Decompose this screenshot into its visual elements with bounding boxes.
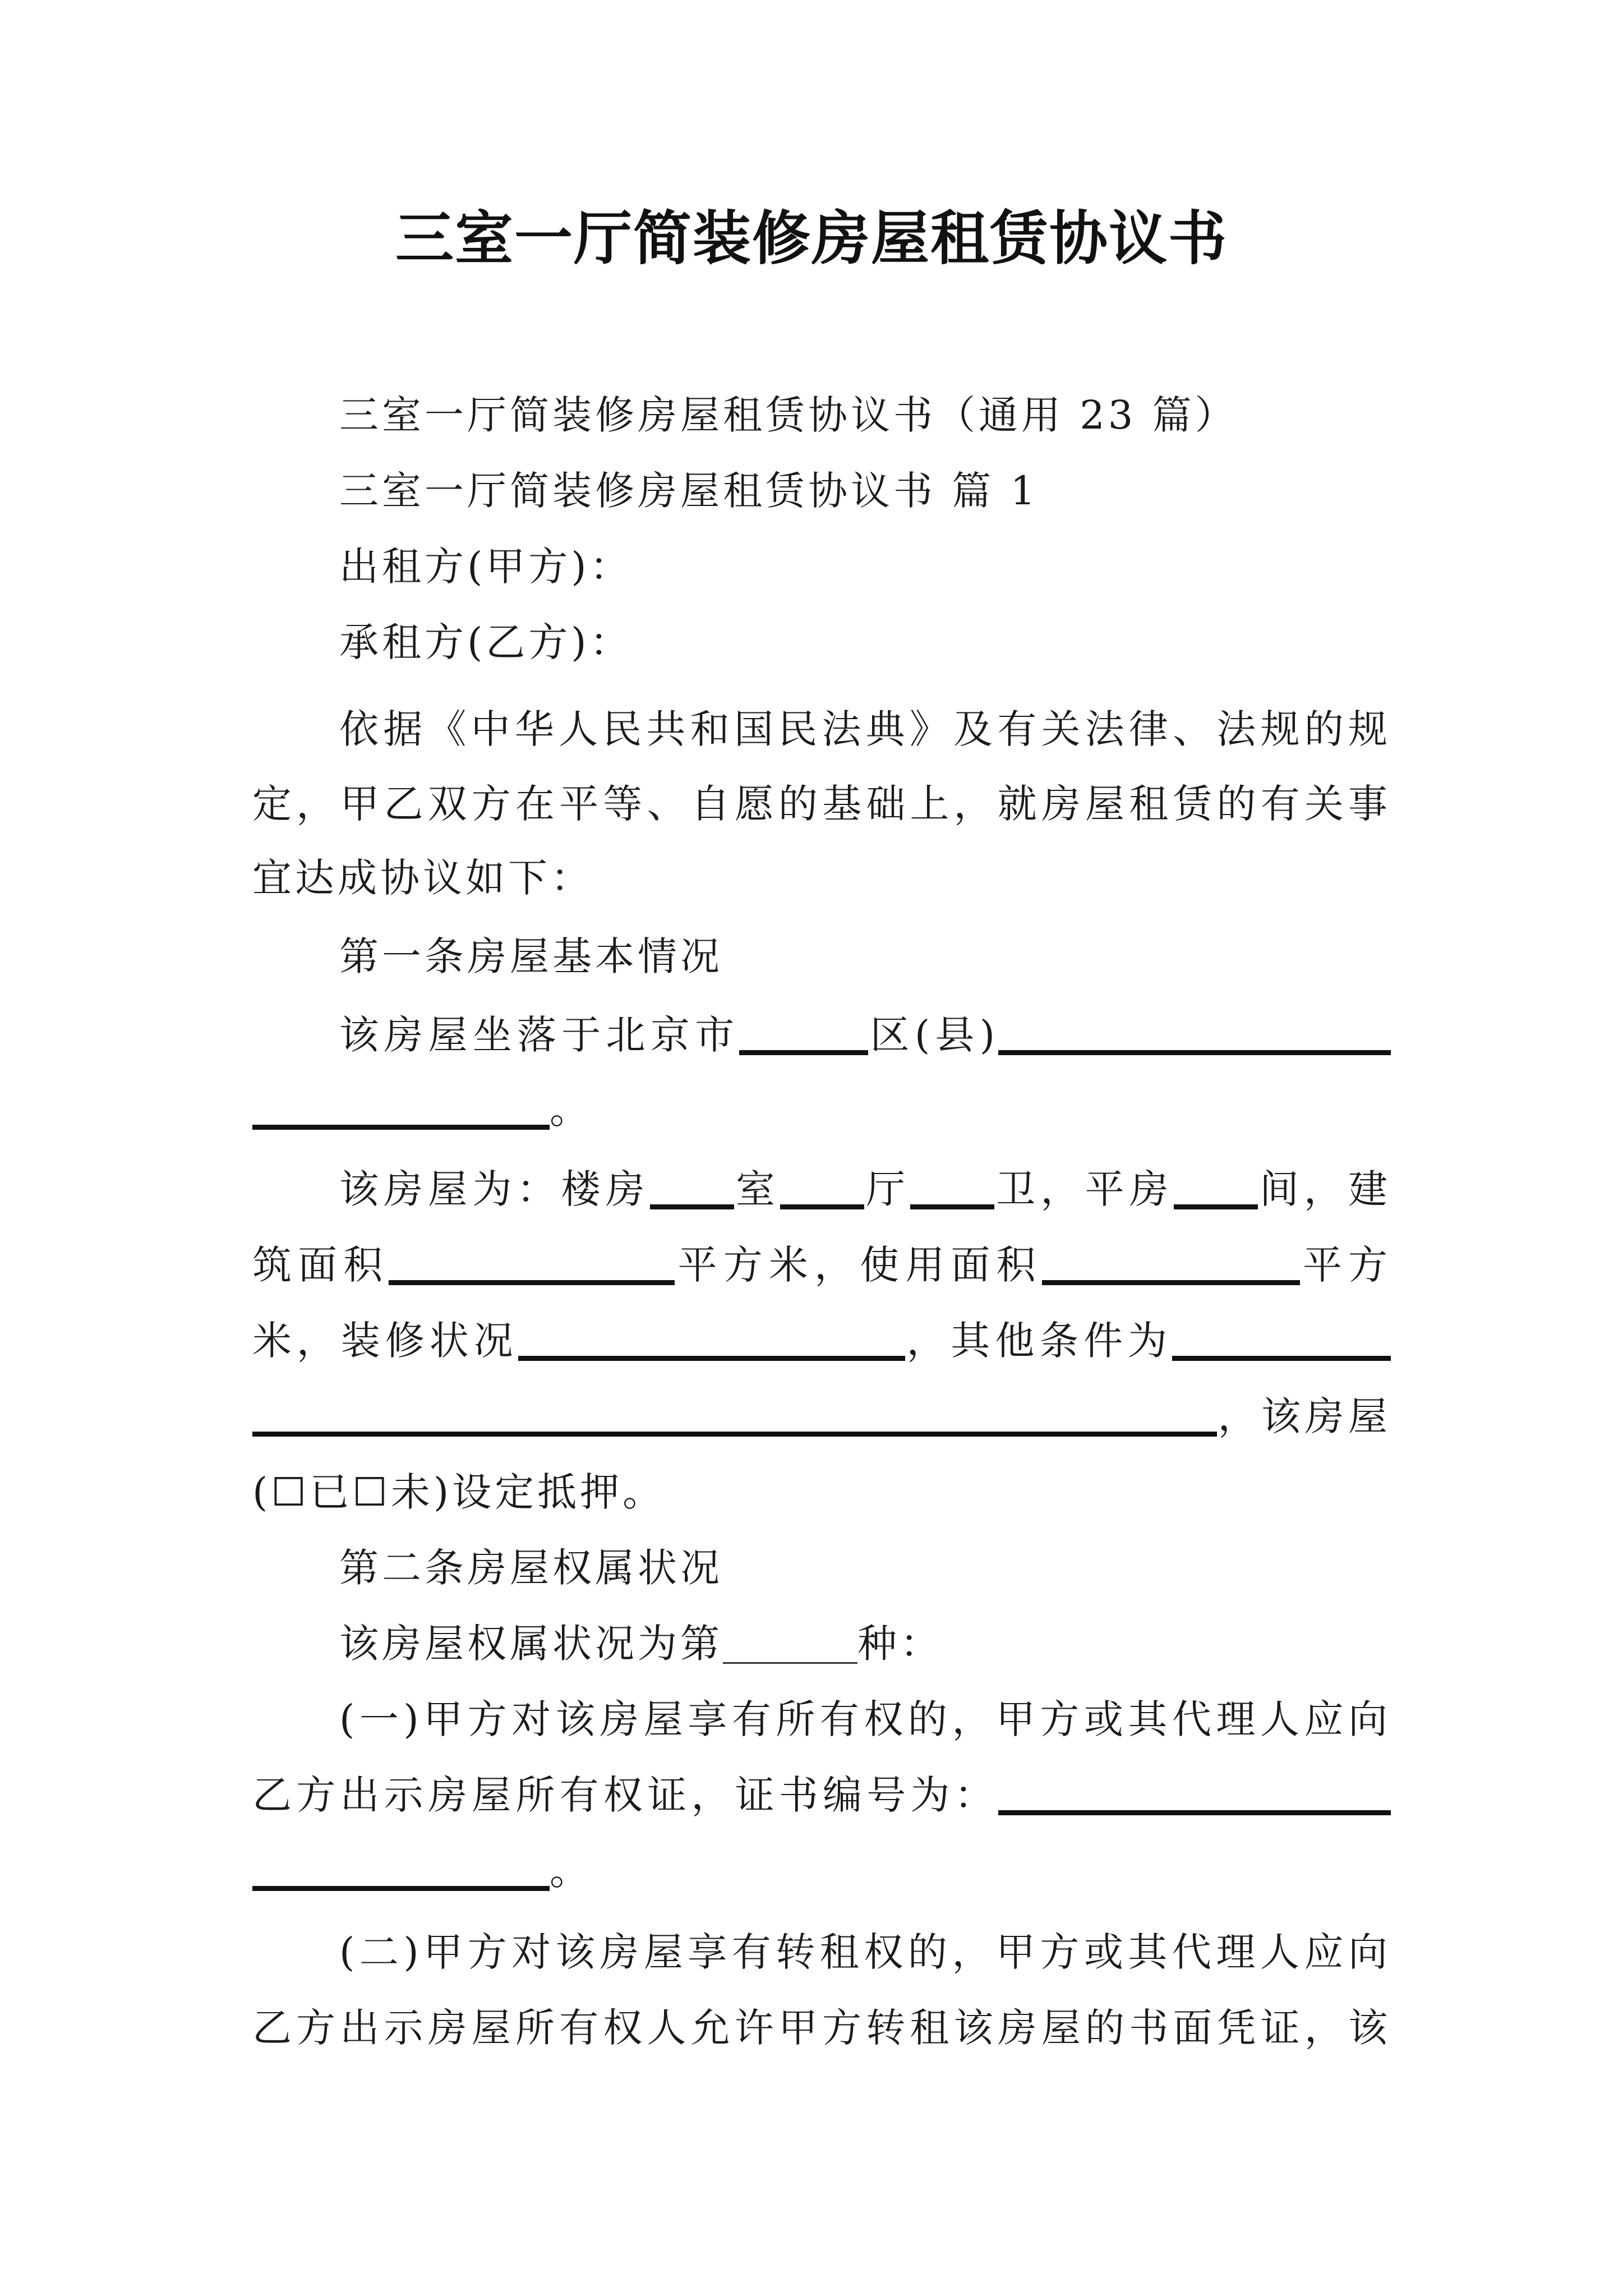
a1-decor-text-b: ，其他条件为 bbox=[905, 1318, 1173, 1364]
chapter-heading: 三室一厅简装修房屋租赁协议书 篇 1 bbox=[339, 468, 1039, 514]
a1-rooms-text-b: 室 bbox=[734, 1166, 780, 1212]
a2-status-text-b: 种： bbox=[857, 1621, 943, 1667]
address-blank[interactable] bbox=[998, 1016, 1391, 1055]
a2-para1-line3 bbox=[252, 1826, 1391, 1916]
a1-rooms-text-a: 该房屋为：楼房 bbox=[339, 1166, 650, 1212]
a1-area-text-b: 平方米，使用面积 bbox=[675, 1242, 1042, 1288]
a1-location-text-b: 区(县) bbox=[868, 1012, 999, 1058]
bungalow-rooms-blank[interactable] bbox=[1174, 1171, 1258, 1209]
subtitle-line: 三室一厅简装修房屋租赁协议书（通用 23 篇） bbox=[339, 392, 1238, 438]
a2-status-text-a: 该房屋权属状况为第 bbox=[339, 1621, 723, 1667]
a1-area-text-a: 筑面积 bbox=[252, 1242, 389, 1288]
ownership-type-blank[interactable] bbox=[723, 1628, 857, 1664]
intro-line-1: 依据《中华人民共和国民法典》及有关法律、法规的规 bbox=[339, 706, 1391, 752]
a1-rooms-text-e: 间，建 bbox=[1257, 1166, 1391, 1212]
a1-rooms-text-d: 卫，平房 bbox=[994, 1166, 1174, 1212]
certificate-number-blank-cont[interactable] bbox=[252, 1852, 550, 1891]
a2-para1-line1: (一)甲方对该房屋享有所有权的，甲方或其代理人应向 bbox=[339, 1696, 1391, 1742]
intro-line-3: 宜达成协议如下： bbox=[252, 855, 593, 901]
rooms-blank[interactable] bbox=[650, 1171, 734, 1209]
a2-para1-line2-text: 乙方出示房屋所有权证，证书编号为： bbox=[252, 1772, 998, 1818]
district-blank[interactable] bbox=[739, 1016, 868, 1055]
a1-location-end: 。 bbox=[550, 1087, 592, 1133]
baths-blank[interactable] bbox=[910, 1171, 994, 1209]
lessor-label: 出租方(甲方)： bbox=[339, 544, 633, 590]
a1-area-text-c: 平方 bbox=[1299, 1242, 1391, 1288]
halls-blank[interactable] bbox=[780, 1171, 864, 1209]
usable-area-blank[interactable] bbox=[1042, 1246, 1300, 1285]
other-conditions-blank[interactable] bbox=[1172, 1322, 1391, 1361]
a1-mortgage-line: (☐已☐未)设定抵押。 bbox=[252, 1469, 666, 1515]
article-1-heading: 第一条房屋基本情况 bbox=[339, 933, 723, 979]
a1-decor-text-a: 米，装修状况 bbox=[252, 1318, 518, 1364]
a1-location-text-a: 该房屋坐落于北京市 bbox=[339, 1012, 740, 1058]
document-title: 三室一厅简装修房屋租赁协议书 bbox=[395, 204, 1228, 273]
article-2-heading: 第二条房屋权属状况 bbox=[339, 1545, 723, 1591]
a1-rooms-text-c: 厅 bbox=[864, 1166, 911, 1212]
intro-line-2: 定，甲乙双方在平等、自愿的基础上，就房屋租赁的有关事 bbox=[252, 781, 1391, 827]
a1-conditions-end: ，该房屋 bbox=[1217, 1393, 1391, 1439]
floor-area-blank[interactable] bbox=[389, 1246, 675, 1285]
a2-para2-line1: (二)甲方对该房屋享有转租权的，甲方或其代理人应向 bbox=[339, 1929, 1391, 1975]
a2-para1-end: 。 bbox=[550, 1848, 592, 1894]
other-conditions-blank-cont[interactable] bbox=[252, 1398, 1217, 1437]
a2-para2-line2: 乙方出示房屋所有权人允许甲方转租该房屋的书面凭证，该 bbox=[252, 2005, 1391, 2051]
lessee-label: 承租方(乙方)： bbox=[339, 619, 633, 665]
decoration-blank[interactable] bbox=[518, 1322, 905, 1361]
certificate-number-blank[interactable] bbox=[998, 1777, 1391, 1815]
address-blank-cont[interactable] bbox=[252, 1091, 550, 1130]
a1-location-line-2 bbox=[252, 1065, 1391, 1154]
